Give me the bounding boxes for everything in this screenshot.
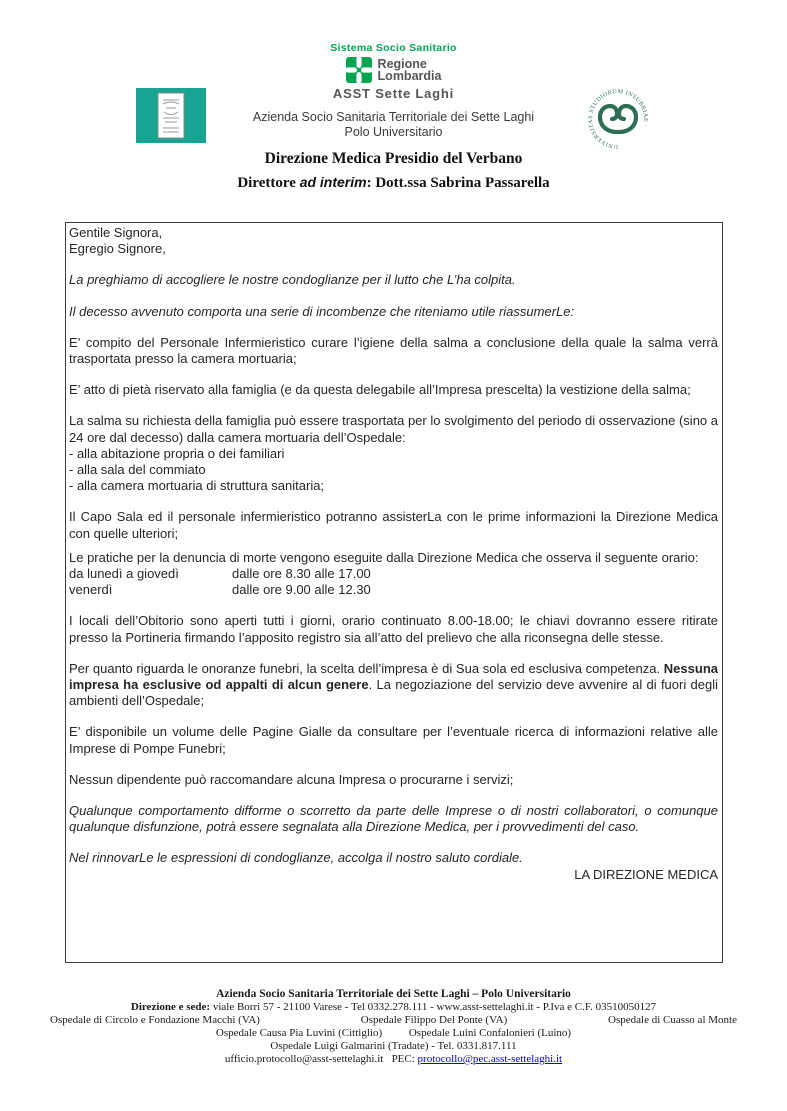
page-footer (0, 988, 787, 1066)
paragraph-greeting: Gentile Signora, Egregio Signore, (69, 225, 166, 257)
paragraph-segnalazioni: Qualunque comportamento difforme o scorretto da parte delle Imprese o di nostri collaboratori, o comunque qualunque disfunzione, potrà essere segnalata alla Direzione Medica, per i provvedimenti del caso. (69, 803, 718, 835)
paragraph-transport: La salma su richiesta della famiglia può essere trasportata per lo svolgimento del periodo di osservazione (sino a 24 ore dal decesso) dalla camera mortuaria dell’Ospedale: (69, 413, 718, 445)
ad-interim-label: ad interim (299, 174, 367, 190)
schedule-row: da lunedì a giovedì dalle ore 8.30 alle 17.00 (69, 566, 371, 582)
paragraph-intro: Il decesso avvenuto comporta una serie di incombenze che riteniamo utile riassumerLe: (69, 303, 575, 319)
doc-title: Direzione Medica Presidio del Verbano (264, 150, 523, 167)
sistema-socio-sanitario-label: Sistema Socio Sanitario (330, 42, 457, 54)
hospital-name: Ospedale di Circolo e Fondazione Macchi (VA) (50, 1014, 260, 1026)
footer-email-line: ufficio.protocollo@asst-settelaghi.it PEC: protocollo@pec.asst-settelaghi.it (224, 1053, 563, 1065)
regione-name: Regione Lombardia (377, 57, 442, 83)
paragraph-pratiche: Le pratiche per la denuncia di morte vengono eseguite dalla Direzione Medica che osserva il seguente orario: (69, 549, 699, 565)
asst-label: ASST Sette Laghi (332, 86, 455, 101)
paragraph-condolences: La preghiamo di accogliere le nostre condoglianze per il lutto che L’ha colpita. (69, 272, 516, 288)
seal-ring-text: UNIVERSITAS STUDIORUM INSUBRIAE · (587, 88, 649, 150)
paragraph-pagine-gialle: E’ disponibile un volume delle Pagine Gialle da consultare per l’eventuale ricerca di informazioni relative alle Imprese di Pompe Funebri; (69, 724, 718, 756)
doc-title-block (0, 150, 787, 192)
paragraph-caposala: Il Capo Sala ed il personale infermieristico potranno assisterLa con le prime informazioni la Direzione Medica con quelle ulteriori; (69, 509, 718, 541)
paragraph-saluto: Nel rinnovarLe le espressioni di condoglianze, accolga il nostro saluto cordiale. (69, 850, 523, 866)
footer-hospitals-row2 (0, 1027, 787, 1040)
footer-hospitals-row (0, 1014, 787, 1027)
paragraph-nursing: E’ compito del Personale Infermieristico curare l’igiene della salma a conclusione della quale la salma verrà trasportata presso la camera mortuaria; (69, 334, 718, 367)
signature: LA DIREZIONE MEDICA (574, 866, 718, 882)
director-line: Direttore ad interim: Dott.ssa Sabrina Passarella (237, 174, 550, 191)
transport-option: - alla camera mortuaria di struttura sanitaria; (69, 478, 325, 494)
no-exclusive-bold: Nessuna impresa ha esclusive od appalti di alcun genere (69, 660, 718, 693)
polo-label: Polo Universitario (344, 125, 443, 139)
regione-lombardia-logo (0, 57, 787, 83)
footer-org: Azienda Socio Sanitaria Territoriale dei Sette Laghi – Polo Universitario (216, 988, 571, 1000)
protocol-email: ufficio.protocollo@asst-settelaghi.it (224, 1053, 384, 1065)
hospital-name: Ospedale di Cuasso al Monte (608, 1014, 737, 1026)
transport-option: - alla sala del commiato (69, 462, 206, 478)
schedule-row: venerdì dalle ore 9.00 alle 12.30 (69, 582, 371, 598)
org-header (0, 42, 787, 139)
footer-address: Direzione e sede: viale Borri 57 - 21100 Varese - Tel 0332.278.111 - www.asst-settelaghi.it - P.Iva e C.F. 03510050127 (130, 1001, 657, 1013)
footer-hospitals-row3: Ospedale Luigi Galmarini (Tradate) - Tel. 0331.817.111 (270, 1040, 517, 1052)
pec-link[interactable]: protocollo@pec.asst-settelaghi.it (417, 1053, 563, 1065)
hospital-name: Ospedale Causa Pia Luvini (Cittiglio) (215, 1027, 383, 1039)
rosa-camuna-icon (346, 57, 372, 83)
paragraph-dipendenti: Nessun dipendente può raccomandare alcuna Impresa o procurarne i servizi; (69, 771, 514, 787)
letter-body (65, 222, 723, 963)
paragraph-vestizione: E’ atto di pietà riservato alla famiglia (e da questa delegabile all’Impresa prescelta) la vestizione della salma; (69, 382, 691, 398)
azienda-label: Azienda Socio Sanitaria Territoriale dei Sette Laghi (252, 110, 535, 124)
paragraph-onoranze: Per quanto riguarda le onoranze funebri, la scelta dell’impresa è di Sua sola ed esclusiva competenza. Nessuna impresa ha esclusive od appalti di alcun genere. La negoziazione del servizio deve avvenire al di fuori degli ambienti dell’Ospedale; (69, 660, 718, 709)
hospital-name: Ospedale Luini Confalonieri (Luino) (408, 1027, 572, 1039)
hospital-name: Ospedale Filippo Del Ponte (VA) (360, 1014, 508, 1026)
paragraph-obitorio: I locali dell’Obitorio sono aperti tutti i giorni, orario continuato 8.00-18.00; le chiavi dovranno essere ritirate presso la Portineria firmando l’apposito registro sia all’atto del prelievo che alla riconsegna delle stesse. (69, 613, 718, 645)
transport-option: - alla abitazione propria o dei familiari (69, 445, 285, 461)
